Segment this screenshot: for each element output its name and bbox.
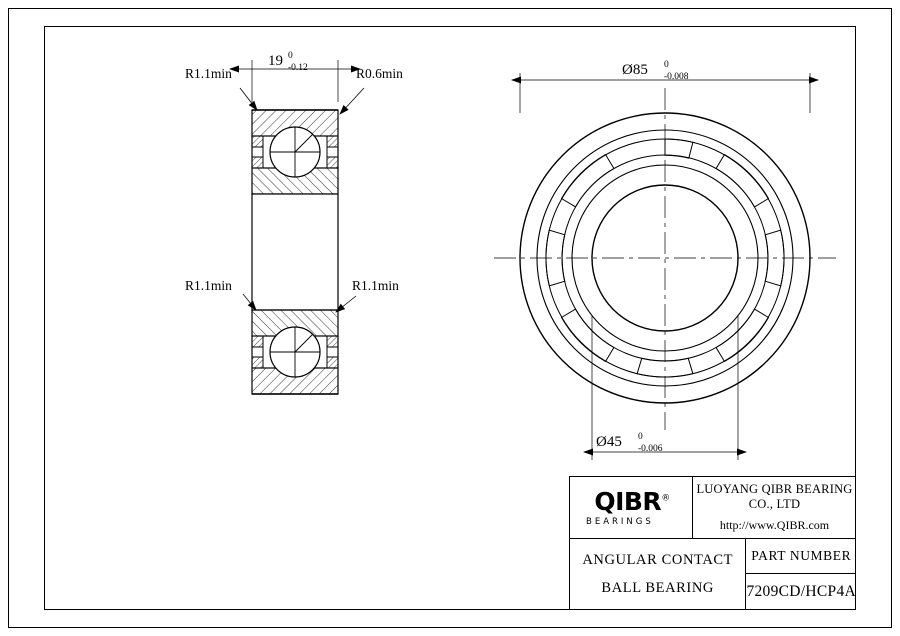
od-dim-symbol-nominal: Ø85 [622, 62, 648, 78]
logo-brand: QIBR [594, 486, 662, 516]
logo-tagline: BEARINGS [586, 516, 654, 527]
leader-label-br: R1.1min [352, 278, 399, 293]
section-view [185, 51, 403, 394]
company-name: LUOYANG QIBR BEARING CO., LTD [696, 482, 853, 511]
company-logo [570, 477, 693, 538]
part-number-label: PART NUMBER [746, 539, 856, 574]
title-block-body-row [570, 539, 856, 610]
title-block-header-row [570, 477, 856, 539]
company-url: http://www.QIBR.com [719, 518, 830, 532]
bore-dim-symbol-nominal: Ø45 [596, 434, 622, 450]
part-number-value: 7209CD/HCP4A [746, 583, 856, 600]
logo-brand-text [594, 486, 670, 516]
leader-label-bl: R1.1min [185, 278, 232, 293]
leader-label-tl: R1.1min [185, 66, 232, 81]
width-dim-lower-tol: -0.12 [288, 63, 308, 73]
registered-mark-icon: ® [661, 493, 670, 504]
title-block [569, 476, 856, 610]
od-dim-upper-tol: 0 [664, 60, 669, 70]
leader-label-tr: R0.6min [356, 66, 403, 81]
front-view [494, 60, 836, 460]
product-type [570, 539, 746, 610]
company-info [693, 477, 856, 538]
bore-dim-upper-tol: 0 [638, 432, 643, 442]
product-type-line1: ANGULAR CONTACT [582, 551, 734, 568]
od-dim-lower-tol: -0.008 [664, 72, 689, 82]
product-type-line2: BALL BEARING [601, 579, 715, 596]
width-dim-upper-tol: 0 [288, 51, 293, 61]
bore-dim-lower-tol: -0.006 [638, 444, 663, 454]
part-number-cell [746, 539, 856, 610]
width-dim-nominal: 19 [268, 53, 283, 69]
